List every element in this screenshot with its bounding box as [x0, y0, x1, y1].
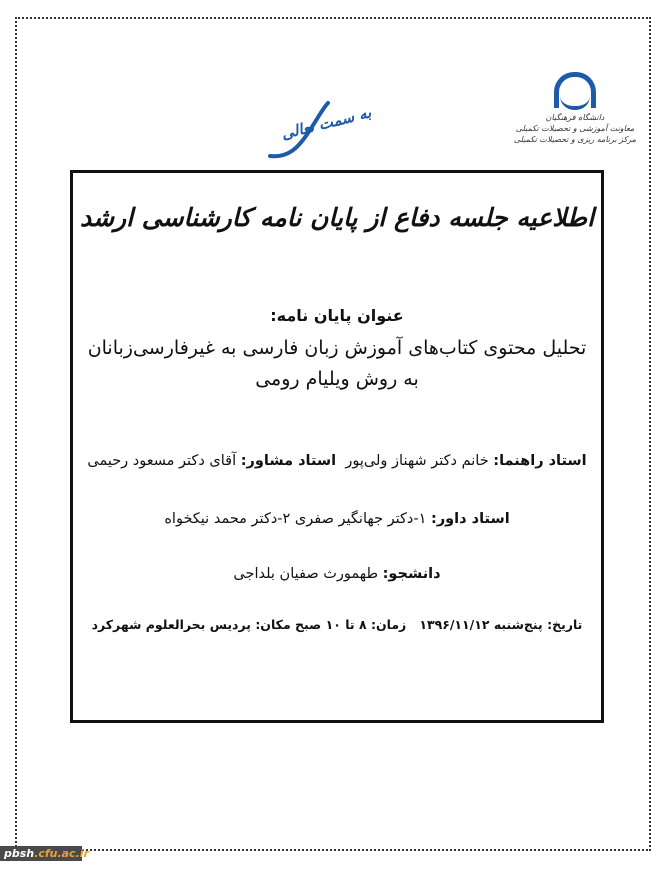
student-name: طهمورث صفیان بلداجی — [233, 566, 379, 582]
place-label: مکان: — [255, 617, 291, 632]
announcement-box — [70, 170, 604, 723]
advisor-label: استاد مشاور: — [240, 453, 337, 469]
logo-line: معاونت آموزشی و تحصیلات تکمیلی — [515, 124, 635, 133]
thesis-label: عنوان پایان نامه: — [270, 306, 404, 325]
date-label: تاریخ: — [547, 617, 583, 632]
slogan-calligraphy-logo — [268, 98, 373, 160]
student-label: دانشجو: — [382, 566, 441, 582]
thesis-title: تحلیل محتوی کتاب‌های آموزش زبان فارسی به غیرفارسی‌زبانان به روش ویلیام رومی — [87, 337, 587, 390]
watermark-part: pbsh — [4, 847, 35, 860]
place-value: پردیس بحرالعلوم شهرکرد — [91, 617, 251, 632]
referee-names: ۱-دکتر جهانگیر صفری ۲-دکتر محمد نیکخواه — [164, 511, 427, 527]
advisor-name: آقای دکتر مسعود رحیمی — [87, 453, 237, 469]
time-label: زمان: — [370, 617, 407, 632]
watermark-part: .cfu.ac.ir — [34, 847, 89, 860]
schedule-row — [73, 617, 601, 632]
referee-label: استاد داور: — [431, 511, 510, 527]
logo-line: مرکز برنامه ریزی و تحصیلات تکمیلی — [513, 135, 637, 144]
date-value: پنج‌شنبه ۱۳۹۶/۱۱/۱۲ — [419, 617, 543, 632]
supervisor-label: استاد راهنما: — [493, 453, 587, 469]
student-row — [73, 566, 601, 582]
logo-text — [500, 112, 650, 145]
announcement-title: اطلاعیه جلسه دفاع از پایان نامه کارشناسی ارشد — [79, 203, 595, 232]
supervisor-name: خانم دکتر شهناز ولی‌پور — [345, 453, 489, 469]
logo-emblem-icon — [548, 72, 602, 112]
time-value: ۸ تا ۱۰ صبح — [295, 617, 367, 632]
site-watermark — [0, 846, 89, 861]
slogan-text: به سمت تعالی — [279, 103, 373, 144]
logo-line: دانشگاه فرهنگیان — [545, 113, 605, 122]
supervisors-row — [73, 453, 601, 469]
referees-row — [73, 511, 601, 527]
university-logo — [500, 72, 650, 167]
